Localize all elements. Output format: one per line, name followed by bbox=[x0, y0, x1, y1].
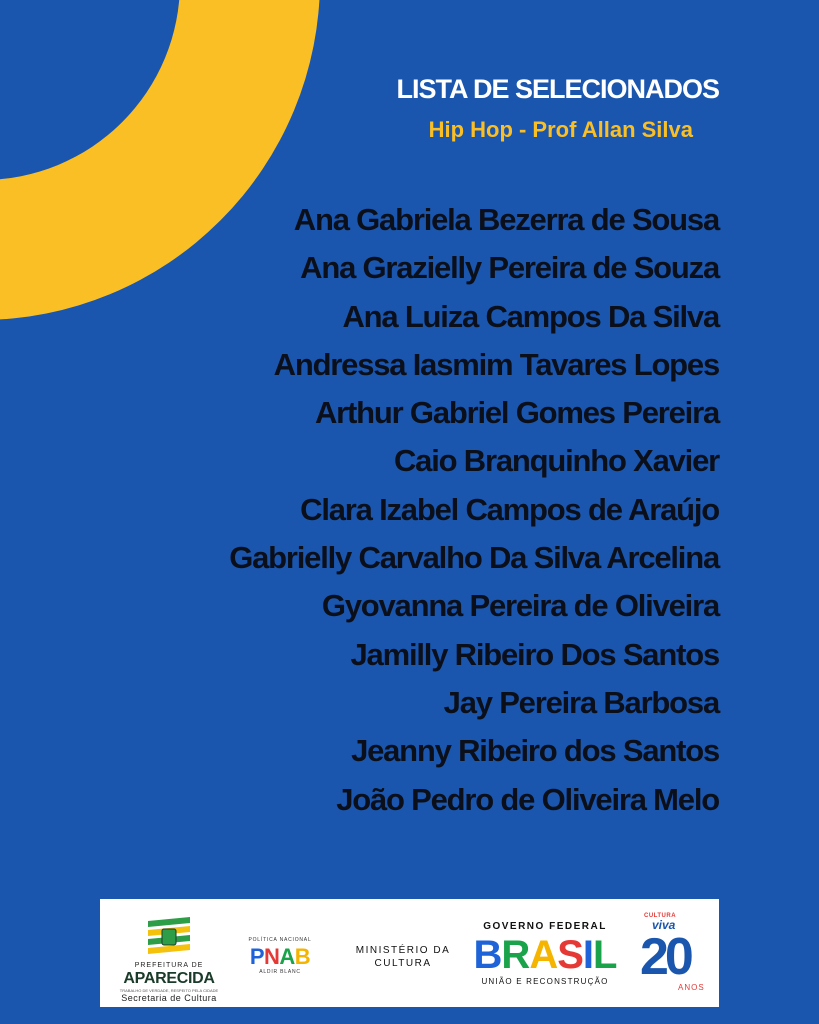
prefeitura-aparecida-logo bbox=[105, 909, 233, 1001]
pnab-wordmark bbox=[240, 945, 320, 969]
list-item: Ana Grazielly Pereira de Souza bbox=[300, 250, 719, 286]
sponsor-logo-bar bbox=[100, 899, 719, 1007]
pnab-logo bbox=[240, 937, 320, 981]
brasil-letter: S bbox=[557, 933, 583, 977]
selected-names-list bbox=[229, 196, 719, 824]
ministerio-line2: CULTURA bbox=[374, 958, 432, 969]
list-item: Andressa Iasmim Tavares Lopes bbox=[273, 346, 719, 382]
pnab-letter: A bbox=[279, 944, 295, 969]
prefeitura-prefix: PREFEITURA DE bbox=[134, 962, 204, 969]
list-item: João Pedro de Oliveira Melo bbox=[336, 781, 719, 817]
governo-bottom-label: UNIÃO E RECONSTRUÇÃO bbox=[481, 977, 609, 986]
cultura-viva-small-label: CULTURA bbox=[644, 913, 677, 919]
governo-top-label: GOVERNO FEDERAL bbox=[483, 921, 607, 932]
ministerio-cultura-logo bbox=[348, 944, 458, 974]
prefeitura-name: APARECIDA bbox=[123, 970, 215, 987]
pnab-letter: N bbox=[264, 944, 280, 969]
header bbox=[396, 72, 719, 144]
pnab-top-label: POLÍTICA NACIONAL bbox=[248, 937, 312, 943]
page-subtitle: Hip Hop - Prof Allan Silva bbox=[428, 117, 693, 142]
brasil-letter: L bbox=[593, 933, 617, 977]
brasil-letter: R bbox=[501, 933, 530, 977]
pnab-sub-label: ALDIR BLANC bbox=[259, 969, 301, 975]
list-item: Jay Pereira Barbosa bbox=[443, 684, 719, 720]
secretaria-label: Secretaria de Cultura bbox=[121, 993, 217, 1003]
pnab-letter: B bbox=[294, 944, 311, 969]
prefeitura-tagline: TRABALHO DE VERDADE, RESPEITO PELA CIDADE bbox=[119, 988, 219, 993]
brasil-letter: A bbox=[529, 933, 558, 977]
pnab-letter: P bbox=[249, 944, 264, 969]
list-item: Ana Luiza Campos Da Silva bbox=[342, 298, 719, 334]
list-item: Gyovanna Pereira de Oliveira bbox=[321, 588, 719, 624]
list-item: Arthur Gabriel Gomes Pereira bbox=[314, 395, 719, 431]
cultura-viva-anos: ANOS bbox=[678, 983, 705, 992]
brasil-letter: I bbox=[582, 933, 594, 977]
ministerio-line1: MINISTÉRIO DA bbox=[355, 945, 451, 956]
list-item: Gabrielly Carvalho Da Silva Arcelina bbox=[229, 540, 719, 576]
cultura-viva-20-anos-logo bbox=[638, 911, 718, 995]
list-item: Caio Branquinho Xavier bbox=[394, 443, 719, 479]
page-title: LISTA DE SELECIONADOS bbox=[396, 74, 719, 104]
list-item: Ana Gabriela Bezerra de Sousa bbox=[293, 202, 719, 237]
governo-federal-logo bbox=[470, 921, 620, 995]
list-item: Jeanny Ribeiro dos Santos bbox=[351, 733, 719, 769]
brasil-letter: B bbox=[473, 933, 502, 977]
list-item: Clara Izabel Campos de Araújo bbox=[300, 491, 719, 527]
list-item: Jamilly Ribeiro Dos Santos bbox=[350, 636, 719, 672]
cultura-viva-script: viva bbox=[652, 918, 676, 932]
cultura-viva-number: 20 bbox=[640, 928, 690, 986]
brasil-wordmark bbox=[470, 935, 620, 975]
aparecida-flag-icon bbox=[146, 915, 192, 957]
